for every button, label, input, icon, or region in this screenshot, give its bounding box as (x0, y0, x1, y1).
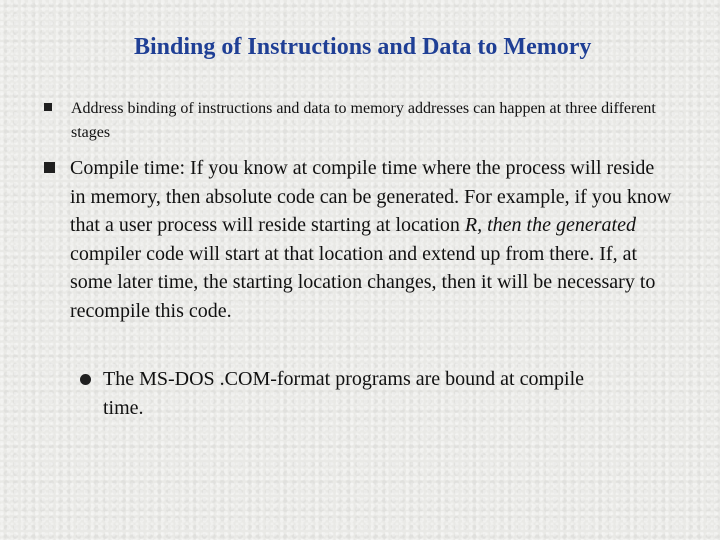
bullet-italic: R, then the generated (464, 214, 636, 236)
sub-bullet-text: The MS-DOS .COM-format programs are bound at compile time. (103, 368, 585, 419)
bullet-text (70, 154, 674, 325)
sub-bullet-ms-dos (80, 365, 620, 422)
slide-title: Binding of Instructions and Data to Memory (134, 34, 592, 60)
bullet-body: : If you know at compile time where the process will reside in memory, then absolute code can be generated. For example, if you know that a user process will reside starting at location (70, 157, 672, 236)
bullet-body-rest: compiler code will start at that location and extend up from there. If, at some later time, the starting location changes, then it will be necessary to recompile this code. (70, 242, 656, 322)
square-bullet-icon (44, 162, 55, 173)
bullet-lead-term: Compile time (70, 157, 180, 179)
bullet-text: Address binding of instructions and data to memory addresses can happen at three different stages (71, 100, 656, 141)
bullet-compile-time (44, 154, 674, 325)
square-bullet-icon (44, 103, 52, 111)
bullet-address-binding (44, 97, 674, 145)
round-bullet-icon (80, 374, 91, 385)
